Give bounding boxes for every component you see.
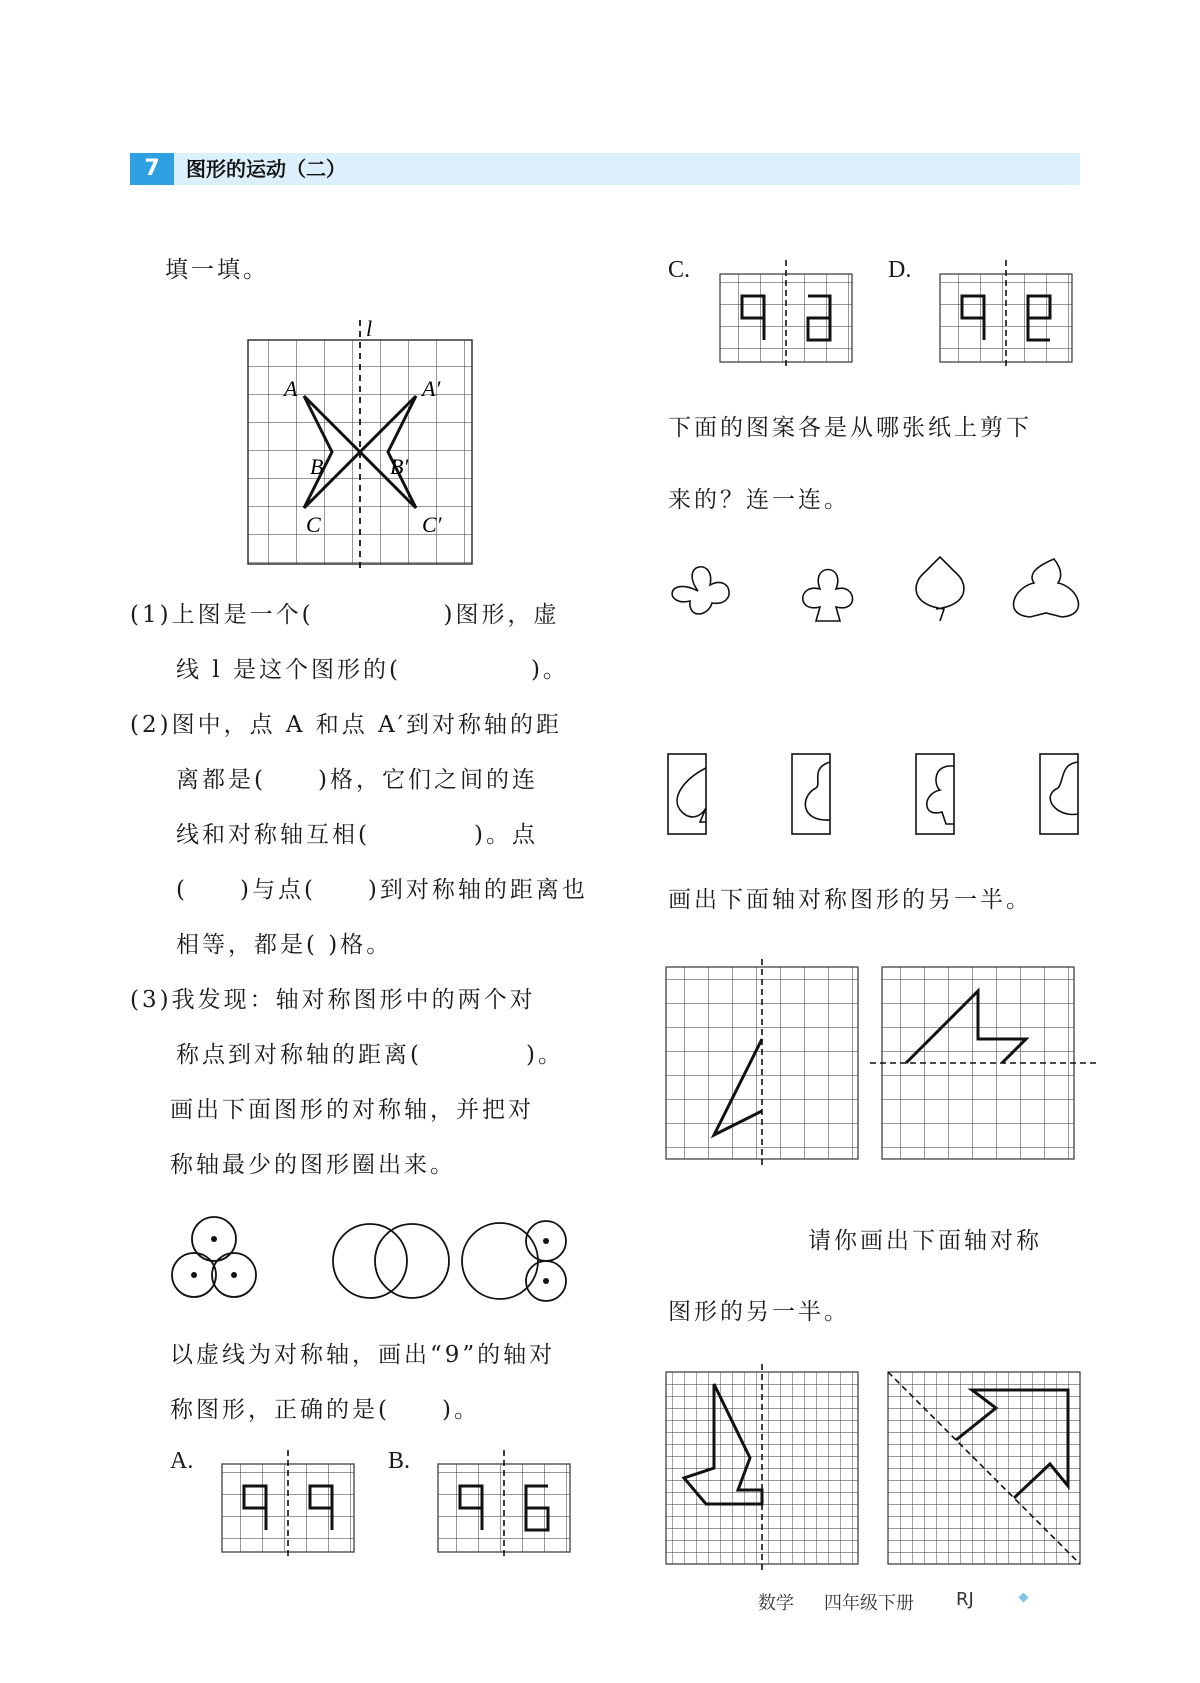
point-C: C: [306, 512, 321, 537]
option-B-grid[interactable]: [434, 1450, 574, 1560]
q1-line-5: 线和对称轴互相( )。点: [176, 822, 538, 848]
half-figures[interactable]: [660, 955, 1100, 1165]
q3-line-2: 称图形，正确的是( )。: [170, 1397, 480, 1423]
q1-intro: 填一填。: [165, 257, 269, 283]
option-B-label: B.: [388, 1448, 411, 1474]
option-D-grid[interactable]: [936, 260, 1076, 370]
fine-grid-figures[interactable]: [660, 1360, 1100, 1570]
axis-label: l: [366, 316, 373, 341]
q1-line-3: (2)图中，点 A 和点 A′到对称轴的距: [130, 712, 562, 738]
q2-line-1: 画出下面图形的对称轴，并把对: [170, 1097, 534, 1123]
option-A-grid[interactable]: [218, 1450, 358, 1560]
q1-line-8: (3)我发现：轴对称图形中的两个对: [130, 987, 536, 1013]
option-C-label: C.: [668, 257, 691, 283]
q1-line-4: 离都是( )格，它们之间的连: [176, 767, 538, 793]
option-C-grid[interactable]: [716, 260, 856, 370]
q4-line-1: 下面的图案各是从哪张纸上剪下: [668, 415, 1032, 441]
circle-figures: [160, 1205, 580, 1315]
q5-text: 画出下面轴对称图形的另一半。: [668, 887, 1032, 913]
q2-line-2: 称轴最少的图形圈出来。: [170, 1152, 456, 1178]
option-D-label: D.: [888, 257, 912, 283]
q1-line-1: (1)上图是一个( )图形，虚: [130, 602, 560, 628]
q1-line-2: 线 l 是这个图形的( )。: [176, 657, 569, 683]
option-A-label: A.: [170, 1448, 194, 1474]
folded-papers: [660, 748, 1100, 838]
q4-line-2: 来的？连一连。: [668, 487, 850, 513]
cut-shapes: [660, 555, 1100, 635]
point-C-prime: C′: [422, 512, 442, 537]
q1-line-9: 称点到对称轴的距离( )。: [176, 1042, 564, 1068]
section-title: 图形的运动（二）: [186, 157, 346, 181]
point-A: A: [284, 376, 298, 401]
point-B-prime: B′: [390, 454, 409, 479]
point-B: B: [310, 454, 324, 479]
q3-line-1: 以虚线为对称轴，画出“9”的轴对: [170, 1342, 556, 1368]
q1-line-6: ( )与点( )到对称轴的距离也: [176, 877, 588, 903]
footer-diamond-icon: [1019, 1593, 1029, 1603]
butterfly-figure: [240, 310, 480, 570]
footer-subject: 数学: [758, 1593, 794, 1614]
q6-line-1: 请你画出下面轴对称: [808, 1228, 1042, 1254]
section-number: 7: [130, 153, 174, 185]
q1-line-7: 相等，都是( )格。: [176, 932, 393, 958]
footer-grade: 四年级下册: [824, 1593, 914, 1614]
point-A-prime: A′: [422, 376, 441, 401]
footer-edition: RJ: [956, 1589, 974, 1610]
q6-line-2: 图形的另一半。: [668, 1299, 850, 1325]
